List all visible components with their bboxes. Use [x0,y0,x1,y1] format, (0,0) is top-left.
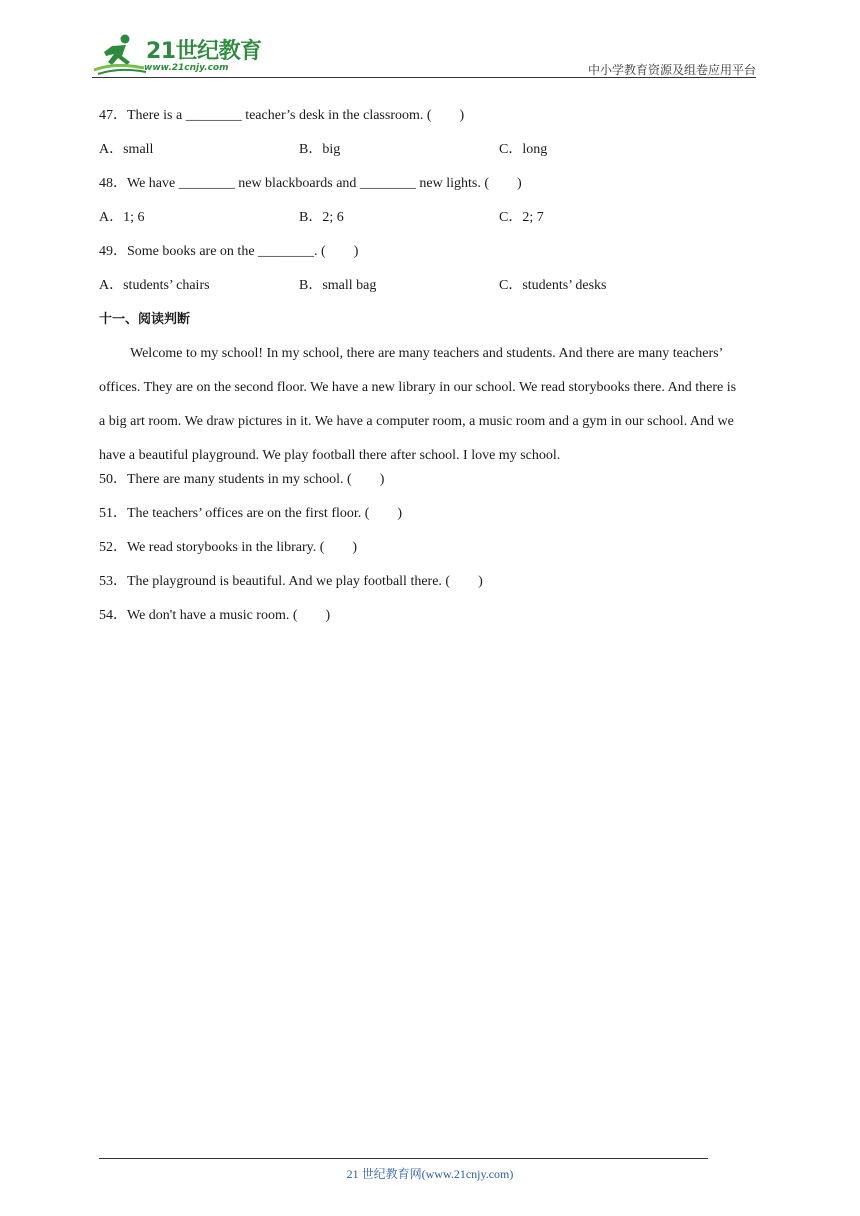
question-47-stem: 47．There is a ________ teacher’s desk in the classroom. ( ) [99,108,465,123]
option-b: B．small bag [299,278,377,293]
option-c: C．2; 7 [499,210,544,225]
option-c: C．students’ desks [499,278,607,293]
option-a: A．small [99,142,154,157]
question-50: 50．There are many students in my school. ( ) [99,472,385,487]
question-52: 52．We read storybooks in the library. ( ) [99,540,358,555]
logo-url: www.21cnjy.com [144,63,229,73]
runner-logo-icon [92,32,148,76]
logo-text: 21世纪教育 [146,39,262,64]
option-a: A．1; 6 [99,210,145,225]
header-platform-text: 中小学教育资源及组卷应用平台 [587,63,756,77]
option-b: B．big [299,142,341,157]
reading-passage: Welcome to my school! In my school, there are many teachers and students. And there are many teachers’ offices. They are on the second floor. We have a new library in our school. We read storybooks there. And there is a big art room. We draw pictures in it. We have a computer room, a music room and a gym in our school. And we have a beautiful playground. We play football there after school. I love my school. [99,346,737,463]
exam-content [99,104,739,638]
question-49-stem: 49．Some books are on the ________. ( ) [99,244,359,259]
option-b: B．2; 6 [299,210,344,225]
question-49-options [99,274,739,308]
question-53: 53．The playground is beautiful. And we play football there. ( ) [99,574,483,589]
question-48-stem: 48．We have ________ new blackboards and ________ new lights. ( ) [99,176,522,191]
footer-divider [99,1158,708,1159]
page-footer: 21 世纪教育网(www.21cnjy.com) [346,1167,514,1181]
question-54: 54．We don't have a music room. ( ) [99,608,331,623]
header-divider [92,77,756,78]
question-47-options [99,138,739,172]
section-title: 十一、阅读判断 [99,312,191,327]
question-48-options [99,206,739,240]
option-c: C．long [499,142,548,157]
page-header [92,30,756,78]
option-a: A．students’ chairs [99,278,210,293]
question-51: 51．The teachers’ offices are on the first floor. ( ) [99,506,403,521]
site-logo [92,30,262,78]
